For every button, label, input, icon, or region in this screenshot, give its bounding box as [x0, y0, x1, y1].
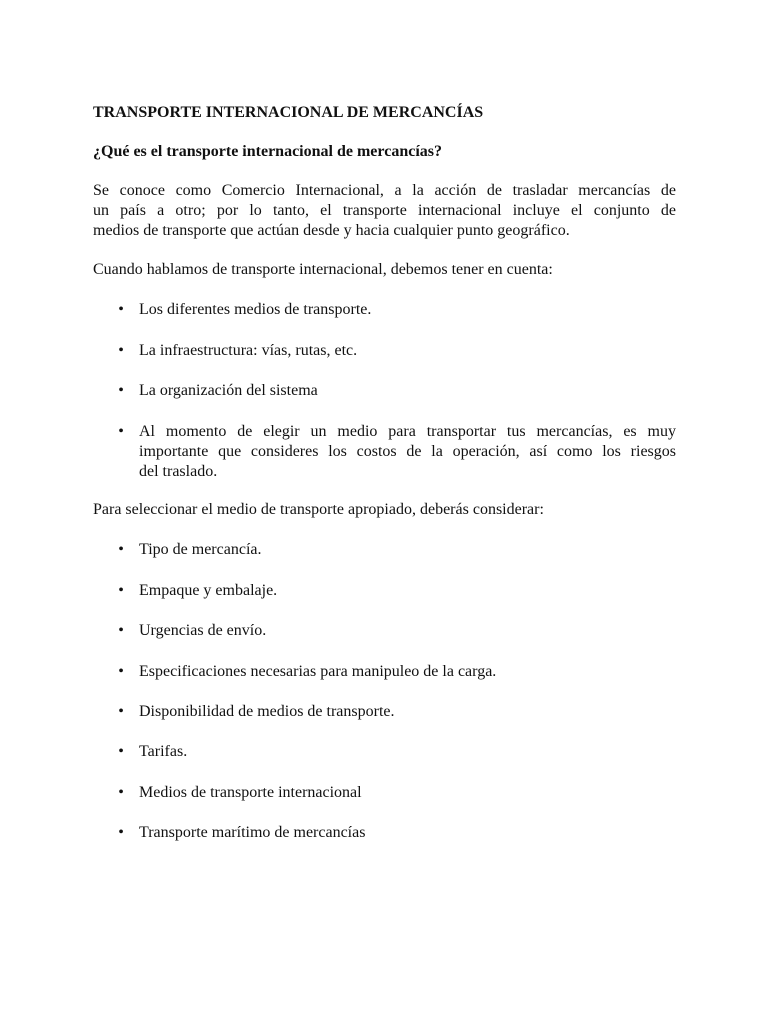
bullet-icon: • — [118, 743, 124, 760]
bullet-icon: • — [118, 824, 124, 841]
bullet-icon: • — [118, 301, 124, 318]
intro-line: Se conoce como Comercio Internacional, a la acción de trasladar mercancías de — [93, 182, 676, 199]
bullet-icon: • — [118, 703, 124, 720]
lead-paragraph-1: Cuando hablamos de transporte internacional, debemos tener en cuenta: — [93, 261, 553, 278]
intro-paragraph — [93, 181, 676, 241]
section-heading: ¿Qué es el transporte internacional de mercancías? — [93, 143, 442, 160]
bullet-icon: • — [118, 342, 124, 359]
document-title: TRANSPORTE INTERNACIONAL DE MERCANCÍAS — [93, 104, 484, 121]
bullet-icon: • — [118, 423, 124, 440]
intro-line: un país a otro; por lo tanto, el transporte internacional incluye el conjunto de — [93, 202, 676, 219]
lead-paragraph-2: Para seleccionar el medio de transporte apropiado, deberás considerar: — [93, 501, 544, 518]
bullet-icon: • — [118, 382, 124, 399]
bullet-icon: • — [118, 541, 124, 558]
intro-line: medios de transporte que actúan desde y hacia cualquier punto geográfico. — [93, 222, 570, 239]
bullet-icon: • — [118, 784, 124, 801]
bullet-icon: • — [118, 663, 124, 680]
bullet-icon: • — [118, 582, 124, 599]
bullet-icon: • — [118, 622, 124, 639]
